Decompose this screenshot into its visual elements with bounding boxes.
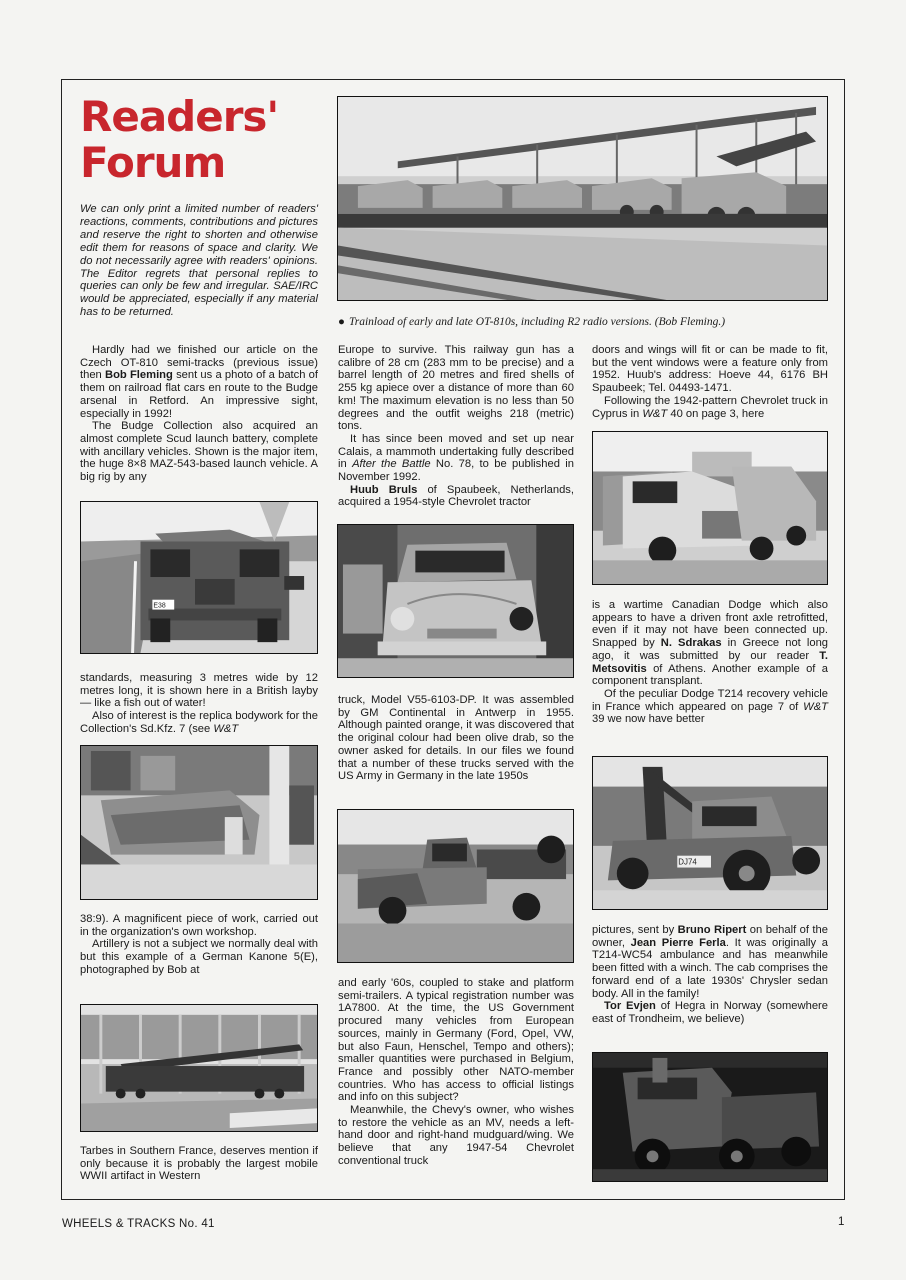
paragraph: 38:9). A magnificent piece of work, carried out in the organization's own workshop. [80,913,318,938]
paragraph: Europe to survive. This railway gun has a calibre of 28 cm (283 mm to be precise) and a barrel length of 20 metres and fired shells of 255 kg apiece over a distance of more than 60 km! The maximum elevation is no less than 50 degrees and the outfit weighs 218 (metric) tons. [338,344,574,433]
paragraph: standards, measuring 3 metres wide by 12 metres long, it is shown here in a British layby — like a fish out of water! [80,672,318,710]
column-1-lower [80,913,318,977]
text: sent us a photo of a batch of them on railroad flat cars en route to the Budge arsenal in Retford. An impressive sight, especially in 1992! [80,369,319,420]
paragraph: Tarbes in Southern France, deserves mention if only because it is probably the largest mobile WWII artifact in Western [80,1145,318,1183]
publication-ref: W&T [213,722,239,735]
text: of Hegra in Norway (somewhere east of Trondheim, we believe) [592,1000,828,1025]
caption-text: Trainload of early and late OT-810s, including R2 radio versions. (Bob Fleming.) [348,316,726,328]
column-3-lower [592,924,828,1026]
number-plate-text: E38 [153,602,166,610]
name-bruno-ripert: Bruno Ripert [677,924,747,936]
paragraph: The Budge Collection also acquired an almost complete Scud launch battery, complete with ancillary vehicles. Shown is the major item, the huge 8×8 MAZ-543-based launch vehicle. A big rig by any [80,420,318,484]
photo-dodge-t214 [592,756,828,910]
text: Following the 1942-pattern Chevrolet truck in Cyprus in [592,394,828,420]
photo-chevrolet-side [337,809,574,963]
name-huub-bruls: Huub Bruls [350,483,418,496]
publication-ref: W&T [803,700,828,713]
number-plate-text: DJ74 [678,857,697,867]
column-2-middle [338,694,574,783]
name-tor-evjen: Tor Evjen [604,1000,656,1013]
text: No. 78, to be published in November 1992. [338,458,574,484]
photo-norway-truck [592,1052,828,1182]
text: of Spaubeek, Netherlands, acquired a 1954-style Chevrolet tractor [338,483,574,509]
paragraph: truck, Model V55-6103-DP. It was assembled by GM Continental in Antwerp in 1955. Although painted orange, it was discovered that the original colour had been olive drab, so the owner asked for details. In our files we found that a number of these trucks served with the US Army in Germany in the late 1950s [338,694,574,783]
bullet-icon: ● [338,316,345,328]
text: in Greece not long ago, it was submitted by our reader [592,637,829,662]
text: 39 we now have better [592,713,705,726]
text: on behalf of the owner, [592,924,828,949]
paragraph: and early '60s, coupled to stake and platform semi-trailers. A typical registration number was 1A7800. At the time, the US Government procured many vehicles from European sources, mainly in Germany (Ford, Opel, VW, but also Faun, Henschel, Tempo and others); smaller quantities were purchased in Belgium, France and possibly other NATO-member countries. Who has access to official listings and info on this subject? [338,977,574,1104]
text: Also of interest is the replica bodywork for the Collection's Sd.Kfz. 7 (see [80,710,318,735]
text: It has since been moved and set up near Calais, a mammoth undertaking fully described in [338,432,574,471]
text: of Athens. Another example of a component transplant. [592,662,828,688]
title-line-1: Readers' [80,92,279,141]
text: is a wartime Canadian Dodge which also appears to have a driven front axle retrofitted, even if it may not have been connected up. Snapped by [592,599,828,650]
name-bob-fleming: Bob Fleming [105,369,173,382]
title-line-2: Forum [80,138,226,187]
photo-sdkfz7-replica [80,745,318,900]
column-2-top [338,344,574,509]
paragraph: Artillery is not a subject we normally deal with but this example of a German Kanone 5(E), photographed by Bob at [80,938,318,976]
photo-maz-543 [80,501,318,654]
publication-ref: After the Battle [352,458,431,471]
column-3-middle [592,599,828,726]
text: Of the peculiar Dodge T214 recovery vehicle in France which appeared on page 7 of [592,687,828,713]
column-3-top [592,344,828,420]
publication-ref: W&T [642,407,668,420]
photo-canadian-dodge [592,431,828,585]
name-t-metsovitis: T. Metsovitis [592,649,828,675]
name-n-sdrakas: N. Sdrakas [660,637,722,650]
paragraph: doors and wings will fit or can be made to fit, but the vent windows were a feature only from 1952. Huub's address: Hoeve 44, 6176 BH Spaubeek; Tel. 04493-1471. [592,344,828,395]
photo-caption [338,316,828,328]
page-number: 1 [838,1216,845,1228]
column-1-top [80,344,318,484]
text: . It was originally a T214-WC54 ambulance and has meanwhile been fitted with a winch. The cab comprises the forward end of a late 1930s' Chrysler sedan body. All in the family! [592,936,828,1000]
paragraph: Meanwhile, the Chevy's owner, who wishes to restore the vehicle as an MV, needs a left-hand door and right-hand mudguard/wing. We believe that any 1947-54 Chevrolet conventional truck [338,1104,574,1167]
footer-publication: WHEELS & TRACKS No. 41 [62,1218,215,1230]
page-title [80,94,310,186]
photo-railway-gun [80,1004,318,1132]
intro-text: We can only print a limited number of readers' reactions, comments, contributions and pictures and reserve the right to shorten and otherwise edit them for reasons of space and clarity. We do not necessarily agree with readers' opinions. The Editor regrets that personal replies to queries can only be few and irregular. SAE/IRC would be appreciated, especially if any material has to be returned. [80,203,318,319]
text: Hardly had we finished our article on the Czech OT-810 semi-tracks (previous issue) then [80,344,318,382]
column-1-middle [80,672,318,736]
text: pictures, sent by [592,924,678,936]
photo-train [337,96,828,301]
column-2-lower [338,977,574,1168]
column-1-bottom [80,1145,318,1183]
text: 40 on page 3, here [667,407,765,420]
photo-chevrolet-front [337,524,574,678]
name-jean-pierre-ferla: Jean Pierre Ferla [630,936,726,949]
